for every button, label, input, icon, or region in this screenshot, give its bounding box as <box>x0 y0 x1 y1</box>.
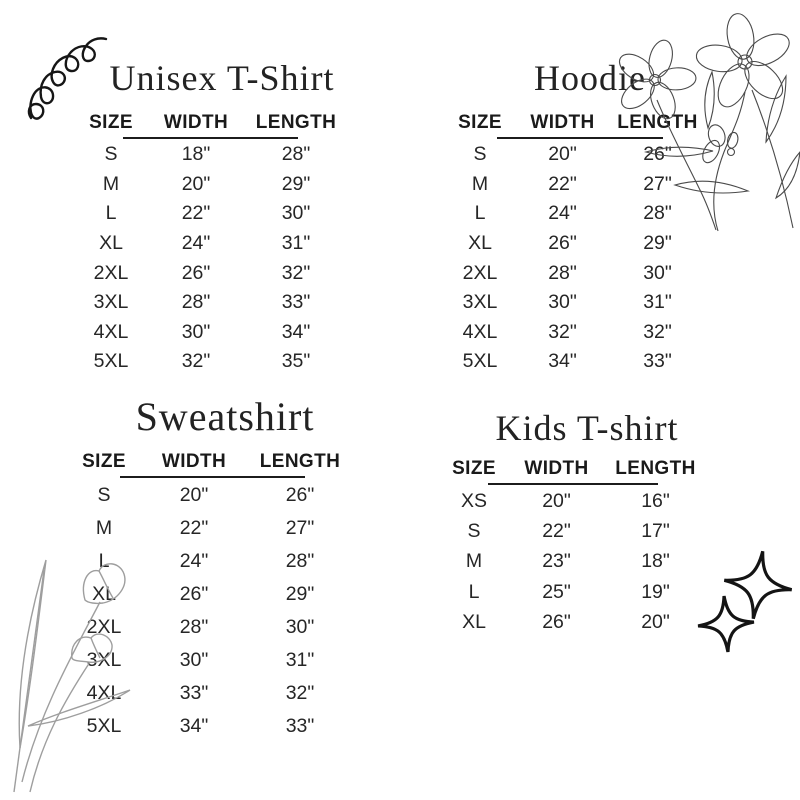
width-cell: 22" <box>548 172 577 195</box>
length-cell: 28" <box>643 202 672 225</box>
table-row <box>433 547 713 577</box>
table-header-row <box>66 112 356 134</box>
header-divider <box>120 476 305 478</box>
width-cell: 26" <box>179 583 209 605</box>
length-cell: 20" <box>641 611 670 634</box>
table-row <box>60 710 360 743</box>
table-row <box>433 486 713 516</box>
width-cell: 22" <box>181 202 211 225</box>
table-row <box>66 258 356 288</box>
size-cell: 5XL <box>86 715 122 737</box>
table-header-row <box>433 458 713 480</box>
width-column-header: WIDTH <box>163 112 229 133</box>
length-cell: 28" <box>281 143 311 166</box>
width-cell: 32" <box>548 320 577 343</box>
size-column-header: SIZE <box>458 112 502 133</box>
width-cell: 20" <box>181 172 211 195</box>
length-cell: 29" <box>285 583 315 605</box>
width-cell: 22" <box>179 517 209 539</box>
table-rows <box>66 140 356 377</box>
size-cell: 4XL <box>462 320 498 343</box>
size-cell: XL <box>99 232 123 255</box>
length-cell: 29" <box>643 232 672 255</box>
width-cell: 24" <box>181 232 211 255</box>
width-cell: 30" <box>181 320 211 343</box>
width-column-header: WIDTH <box>524 458 589 479</box>
size-cell: 4XL <box>86 682 122 704</box>
length-cell: 18" <box>641 550 670 573</box>
length-cell: 33" <box>643 350 672 373</box>
unisex-tshirt-size-table <box>66 56 356 377</box>
length-column-header: LENGTH <box>255 112 337 133</box>
table-row <box>60 545 360 578</box>
size-column-header: SIZE <box>89 112 133 133</box>
width-cell: 20" <box>542 489 571 512</box>
table-row <box>60 479 360 512</box>
size-cell: 4XL <box>93 320 129 343</box>
header-divider <box>497 137 663 139</box>
width-cell: 34" <box>548 350 577 373</box>
header-divider <box>123 137 298 139</box>
size-cell: S <box>473 143 487 166</box>
size-column-header: SIZE <box>452 458 496 479</box>
size-cell: M <box>471 172 489 195</box>
table-row <box>433 608 713 638</box>
table-row <box>433 577 713 607</box>
size-cell: M <box>465 550 483 573</box>
length-cell: 33" <box>281 291 311 314</box>
width-cell: 23" <box>542 550 571 573</box>
size-cell: 3XL <box>462 291 498 314</box>
table-row <box>60 578 360 611</box>
size-cell: XS <box>460 489 487 512</box>
table-row <box>440 170 710 200</box>
length-cell: 32" <box>643 320 672 343</box>
width-cell: 28" <box>179 616 209 638</box>
width-cell: 28" <box>548 261 577 284</box>
length-cell: 30" <box>285 616 315 638</box>
hoodie-size-table <box>440 56 710 377</box>
length-cell: 32" <box>285 682 315 704</box>
width-cell: 26" <box>181 261 211 284</box>
length-column-header: LENGTH <box>615 458 696 479</box>
length-cell: 26" <box>285 484 315 506</box>
width-cell: 20" <box>179 484 209 506</box>
table-header-row <box>440 112 710 134</box>
size-cell: 2XL <box>93 261 129 284</box>
table-row <box>66 140 356 170</box>
size-cell: XL <box>462 611 486 634</box>
size-cell: S <box>97 484 111 506</box>
size-cell: 3XL <box>86 649 122 671</box>
table-title: Sweatshirt <box>135 394 315 439</box>
table-row <box>66 170 356 200</box>
size-cell: 3XL <box>93 291 129 314</box>
table-title: Unisex T-Shirt <box>109 58 335 98</box>
length-cell: 27" <box>285 517 315 539</box>
size-cell: 5XL <box>462 350 498 373</box>
width-cell: 18" <box>181 143 211 166</box>
length-cell: 28" <box>285 550 315 572</box>
length-cell: 30" <box>281 202 311 225</box>
table-row <box>66 199 356 229</box>
table-row <box>440 140 710 170</box>
width-cell: 24" <box>179 550 209 572</box>
table-rows <box>440 140 710 377</box>
size-cell: 2XL <box>462 261 498 284</box>
size-cell: L <box>474 202 486 225</box>
table-row <box>66 229 356 259</box>
width-cell: 25" <box>542 580 571 603</box>
table-row <box>60 611 360 644</box>
length-cell: 31" <box>285 649 315 671</box>
size-cell: 5XL <box>93 350 129 373</box>
width-cell: 30" <box>179 649 209 671</box>
table-header-row <box>60 451 360 473</box>
length-cell: 26" <box>643 143 672 166</box>
width-cell: 26" <box>548 232 577 255</box>
width-cell: 26" <box>542 611 571 634</box>
size-cell: XL <box>468 232 492 255</box>
table-row <box>66 347 356 377</box>
size-cell: 2XL <box>86 616 122 638</box>
width-cell: 20" <box>548 143 577 166</box>
sweatshirt-size-table <box>60 393 360 743</box>
length-cell: 31" <box>281 232 311 255</box>
size-cell: XL <box>92 583 116 605</box>
table-row <box>440 199 710 229</box>
table-row <box>440 229 710 259</box>
width-cell: 28" <box>181 291 211 314</box>
table-row <box>60 677 360 710</box>
size-cell: S <box>104 143 118 166</box>
length-cell: 35" <box>281 350 311 373</box>
length-cell: 33" <box>285 715 315 737</box>
length-cell: 16" <box>641 489 670 512</box>
length-cell: 32" <box>281 261 311 284</box>
width-cell: 30" <box>548 291 577 314</box>
length-cell: 17" <box>641 520 670 543</box>
length-column-header: LENGTH <box>259 451 341 472</box>
table-row <box>60 512 360 545</box>
length-cell: 19" <box>641 580 670 603</box>
table-row <box>440 347 710 377</box>
table-row <box>433 516 713 546</box>
header-divider <box>488 483 658 485</box>
kids-tshirt-size-table <box>433 406 713 638</box>
length-cell: 27" <box>643 172 672 195</box>
width-cell: 33" <box>179 682 209 704</box>
length-column-header: LENGTH <box>617 112 698 133</box>
table-row <box>440 258 710 288</box>
size-column-header: SIZE <box>82 451 126 472</box>
width-column-header: WIDTH <box>161 451 227 472</box>
size-cell: L <box>105 202 117 225</box>
size-cell: M <box>102 172 120 195</box>
size-cell: L <box>468 580 480 603</box>
table-title: Kids T-shirt <box>495 408 679 448</box>
table-row <box>60 644 360 677</box>
table-title: Hoodie <box>534 58 646 98</box>
length-cell: 29" <box>281 172 311 195</box>
table-row <box>66 318 356 348</box>
width-cell: 22" <box>542 520 571 543</box>
size-cell: M <box>95 517 113 539</box>
width-cell: 24" <box>548 202 577 225</box>
length-cell: 31" <box>643 291 672 314</box>
size-cell: L <box>98 550 110 572</box>
width-column-header: WIDTH <box>530 112 595 133</box>
width-cell: 32" <box>181 350 211 373</box>
table-row <box>440 288 710 318</box>
table-rows <box>60 479 360 743</box>
length-cell: 30" <box>643 261 672 284</box>
table-row <box>66 288 356 318</box>
table-rows <box>433 486 713 638</box>
width-cell: 34" <box>179 715 209 737</box>
length-cell: 34" <box>281 320 311 343</box>
size-cell: S <box>467 520 481 543</box>
table-row <box>440 318 710 348</box>
